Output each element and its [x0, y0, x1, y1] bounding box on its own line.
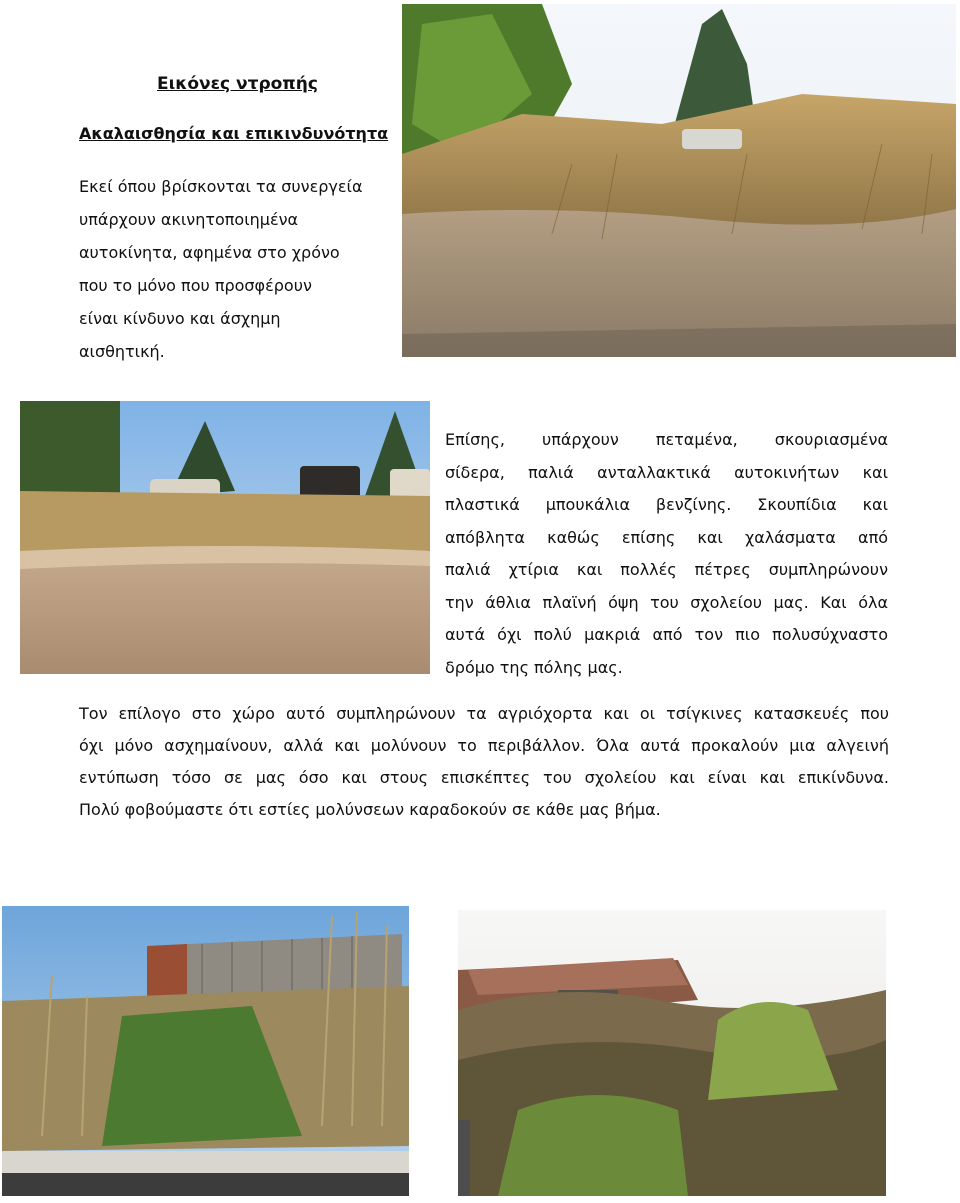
- photo-metal-shed-reeds: [2, 906, 409, 1196]
- section-subtitle: Ακαλαισθησία και επικινδυνότητα: [79, 124, 389, 143]
- text-line: πλαστικά μπουκάλια βενζίνης. Σκουπίδια και: [445, 495, 888, 514]
- detail-paragraph: [445, 424, 888, 684]
- text-line: είναι κίνδυνο και άσχημη: [79, 309, 281, 328]
- text-line: απόβλητα καθώς επίσης και χαλάσματα από: [445, 527, 888, 547]
- text-line: Εκεί όπου βρίσκονται τα συνεργεία: [79, 177, 363, 196]
- photo-abandoned-cars: [20, 401, 430, 674]
- text-line: Τον επίλογο στο χώρο αυτό συμπληρώνουν τα αγριόχορτα και οι τσίγκινες κατασκευές που: [79, 704, 889, 723]
- text-line: δρόμο της πόλης μας.: [445, 657, 623, 677]
- intro-paragraph: [79, 170, 394, 368]
- text-line: σίδερα, παλιά ανταλλακτικά αυτοκινήτων και: [445, 462, 888, 482]
- photo-dry-grass-bank: [402, 4, 956, 357]
- text-line: παλιά χτίρια και πολλές πέτρες συμπληρώνουν: [445, 560, 888, 579]
- text-line: την άθλια πλαϊνή όψη του σχολείου μας. Και όλα: [445, 592, 888, 612]
- text-line: αυτά όχι πολύ μακριά από τον πιο πολυσύχναστο: [445, 625, 888, 644]
- photo-rusty-scrap-weeds: [458, 910, 886, 1196]
- text-line: Πολύ φοβούμαστε ότι εστίες μολύνσεων καραδοκούν σε κάθε μας βήμα.: [79, 800, 661, 819]
- text-line: αυτοκίνητα, αφημένα στο χρόνο: [79, 243, 340, 262]
- text-line: Επίσης, υπάρχουν πεταμένα, σκουριασμένα: [445, 430, 888, 449]
- text-line: υπάρχουν ακινητοποιημένα: [79, 210, 299, 229]
- text-line: εντύπωση τόσο σε μας όσο και στους επισκέπτες του σχολείου και είναι και επικίνδυνα.: [79, 768, 889, 787]
- text-line: που το μόνο που προσφέρουν: [79, 276, 312, 295]
- text-line: αισθητική.: [79, 342, 165, 361]
- text-line: όχι μόνο ασχημαίνουν, αλλά και μολύνουν το περιβάλλον. Όλα αυτά προκαλούν μια αλγεινή: [79, 736, 889, 755]
- page-title: Εικόνες ντροπής: [157, 74, 318, 94]
- closing-paragraph: [79, 698, 889, 826]
